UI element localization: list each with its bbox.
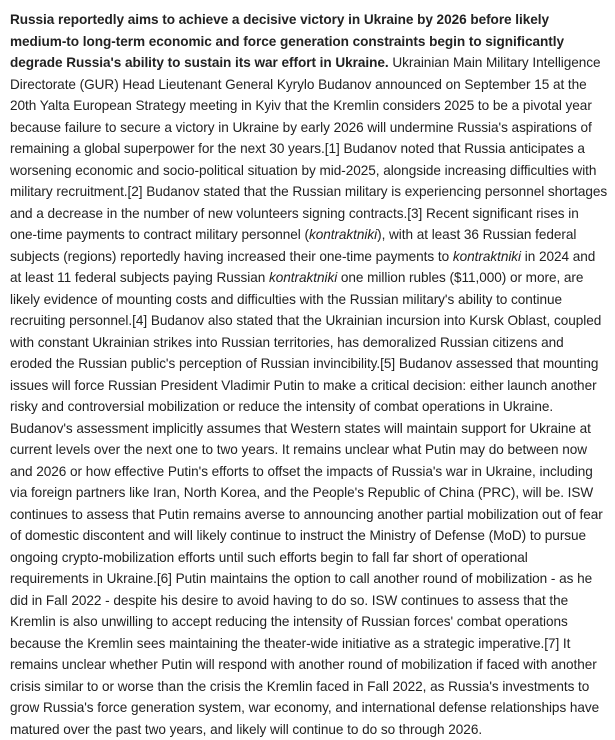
sentence: ), with at least 36 Russian federal subjects (regions) reportedly having increased their one-time payments to: [10, 227, 577, 264]
sentence: It remains unclear whether Putin will respond with another round of mobilization if faced with another crisis similar to or worse than the crisis the Kremlin faced in Fall 2022, as Russia's investments to grow Russia's force generation system, war economy, and international defense relationships have matured over the past two years, and likely will continue to do so through 2026.: [10, 635, 600, 737]
sentence: Putin maintains the option to call another round of mobilization - as he did in Fall 2022 - despite his desire to avoid having to do so. ISW continues to assess that the Kremlin is also unwilling to accept reducing the intensity of Russian forces' combat operations because the Kremlin sees maintaining the theater-wide initiative as a strategic imperative.: [10, 571, 593, 651]
footnote-ref-6: [6]: [156, 571, 172, 586]
sentence: Recent significant rises in one-time payments to contract military personnel (: [10, 205, 579, 242]
footnote-ref-1: [1]: [324, 141, 340, 156]
sentence: Budanov assessed that mounting issues will force Russian President Vladimir Putin to make a critical decision: either launch another risky and controversial mobilization or reduce the intensity of combat operations in Ukraine. Budanov's assessment implicitly assumes that Western states will maintain support for Ukraine at current levels over the next one to two years. It remains unclear what Putin may do between now and 2026 or how effective Putin's efforts to offset the impacts of Russia's war in Ukraine, including via foreign partners like Iran, North Korea, and the People's Republic of China (PRC), will be. ISW continues to assess that Putin remains averse to announcing another partial mobilization out of fear of domestic discontent and will likely continue to instruct the Ministry of Defense (MoD) to pursue ongoing crypto-mobilization efforts until such efforts begin to fall far short of operational requirements in Ukraine.: [10, 356, 603, 586]
footnote-ref-2: [2]: [127, 184, 143, 199]
sentence: one million rubles ($11,000) or more, are likely evidence of mounting costs and difficulties with the Russian military's ability to continue recruiting personnel.: [10, 270, 584, 328]
footnote-ref-5: [5]: [380, 356, 396, 371]
article-paragraph: [10, 9, 608, 740]
italic-term: kontraktniki: [452, 248, 522, 264]
sentence: Budanov also stated that the Ukrainian incursion into Kursk Oblast, coupled with constant Ukrainian strikes into Russian territories, has demoralized Russian citizens and eroded the Russian public's perception of Russian invincibility.: [10, 313, 602, 371]
sentence: Budanov noted that Russia anticipates a worsening economic and socio-political situation by mid-2025, alongside increasing difficulties with military recruitment.: [10, 141, 597, 199]
sentence: Ukrainian Main Military Intelligence Directorate (GUR) Head Lieutenant General Kyrylo Budanov announced on September 15 at the 20th Yalta European Strategy meeting in Kyiv that the Kremlin considers 2025 to be a pivotal year because failure to secure a victory in Ukraine by early 2026 will undermine Russia's aspirations of remaining a global superpower for the next 30 years.: [10, 55, 601, 156]
footnote-ref-4: [4]: [132, 313, 148, 328]
italic-term: kontraktniki: [269, 270, 338, 285]
sentence: in 2024 and at least 11 federal subjects paying Russian: [10, 248, 596, 285]
lead-bold-sentence: Russia reportedly aims to achieve a decisive victory in Ukraine by 2026 before likely medium-to long-term economic and force generation constraints begin to significantly degrade Russia's ability to sustain its war effort in Ukraine.: [10, 12, 564, 70]
sentence: Budanov stated that the Russian military is experiencing personnel shortages and a decrease in the number of new volunteers signing contracts.: [10, 184, 608, 221]
italic-term: kontraktniki: [308, 227, 378, 242]
footnote-ref-3: [3]: [407, 205, 423, 221]
footnote-ref-7: [7]: [544, 635, 560, 651]
